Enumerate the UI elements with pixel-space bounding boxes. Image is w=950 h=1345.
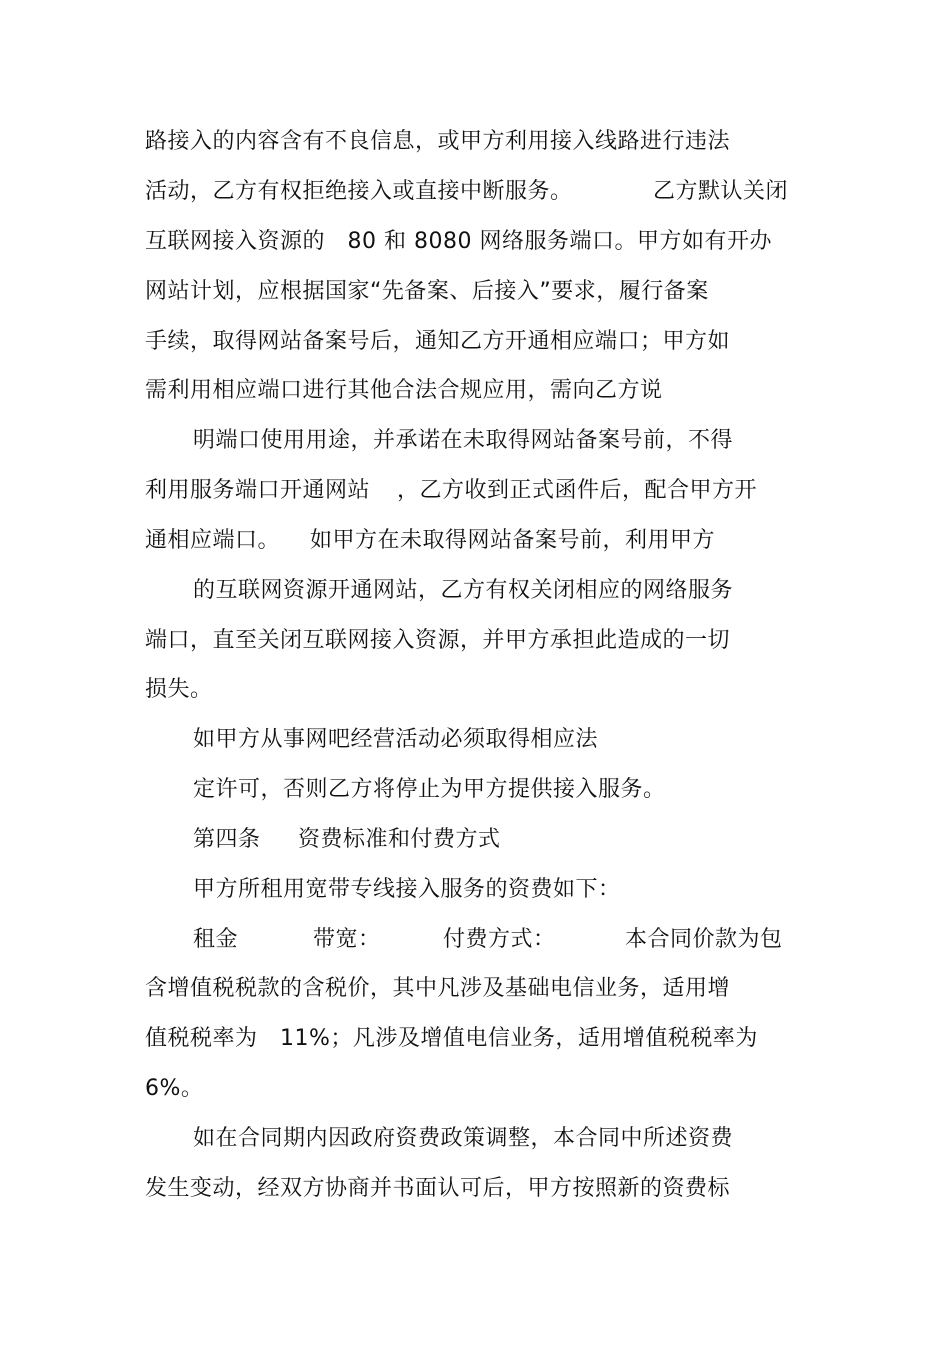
text-segment: 活动，乙方有权拒绝接入或直接中断服务。 bbox=[145, 179, 573, 204]
rent-label: 租金 bbox=[193, 927, 239, 952]
text-line-19: 值税税率为 11%；凡涉及增值电信业务，适用增值税税率为 bbox=[145, 1026, 758, 1051]
bandwidth-label: 带宽： bbox=[313, 927, 381, 952]
text-line-20: 6%。 bbox=[145, 1076, 204, 1101]
payment-method-label: 付费方式： bbox=[443, 927, 556, 952]
text-line-21: 如在合同期内因政府资费政策调整，本合同中所述资费 bbox=[193, 1126, 734, 1151]
text-line-4: 网站计划，应根据国家“先备案、后接入”要求，履行备案 bbox=[145, 279, 709, 304]
text-line-5: 手续，取得网站备案号后，通知乙方开通相应端口；甲方如 bbox=[145, 329, 731, 354]
text-line-2 bbox=[145, 177, 789, 207]
text-segment: 本合同价款为包 bbox=[625, 927, 783, 952]
text-line-10: 的互联网资源开通网站，乙方有权关闭相应的网络服务 bbox=[193, 578, 734, 603]
text-line-22: 发生变动，经双方协商并书面认可后，甲方按照新的资费标 bbox=[145, 1176, 731, 1201]
text-line-7: 明端口使用用途，并承诺在未取得网站备案号前，不得 bbox=[193, 428, 734, 453]
text-line-11: 端口，直至关闭互联网接入资源，并甲方承担此造成的一切 bbox=[145, 628, 731, 653]
article-title: 资费标准和付费方式 bbox=[298, 827, 501, 852]
text-line-8 bbox=[145, 476, 758, 506]
text-segment: 乙方默认关闭 bbox=[653, 179, 789, 204]
text-line-1: 路接入的内容含有不良信息，或甲方利用接入线路进行违法 bbox=[145, 129, 731, 154]
section-heading bbox=[193, 825, 501, 855]
article-number: 第四条 bbox=[193, 827, 261, 852]
text-line-16: 甲方所租用宽带专线接入服务的资费如下： bbox=[193, 877, 621, 902]
fee-terms-line bbox=[193, 925, 783, 955]
text-line-12: 损失。 bbox=[145, 677, 213, 702]
text-line-18: 含增值税税款的含税价，其中凡涉及基础电信业务，适用增 bbox=[145, 976, 731, 1001]
text-line-3: 互联网接入资源的 80 和 8080 网络服务端口。甲方如有开办 bbox=[145, 229, 772, 254]
text-segment: 通相应端口。 bbox=[145, 528, 281, 553]
text-line-14: 定许可，否则乙方将停止为甲方提供接入服务。 bbox=[193, 777, 666, 802]
text-segment: 如甲方在未取得网站备案号前，利用甲方 bbox=[310, 528, 716, 553]
text-segment: ，乙方收到正式函件后，配合甲方开 bbox=[397, 478, 758, 503]
text-line-13: 如甲方从事网吧经营活动必须取得相应法 bbox=[193, 727, 599, 752]
text-line-6: 需利用相应端口进行其他合法合规应用，需向乙方说 bbox=[145, 378, 663, 403]
text-segment: 利用服务端口开通网站 bbox=[145, 478, 371, 503]
text-line-9 bbox=[145, 526, 716, 556]
